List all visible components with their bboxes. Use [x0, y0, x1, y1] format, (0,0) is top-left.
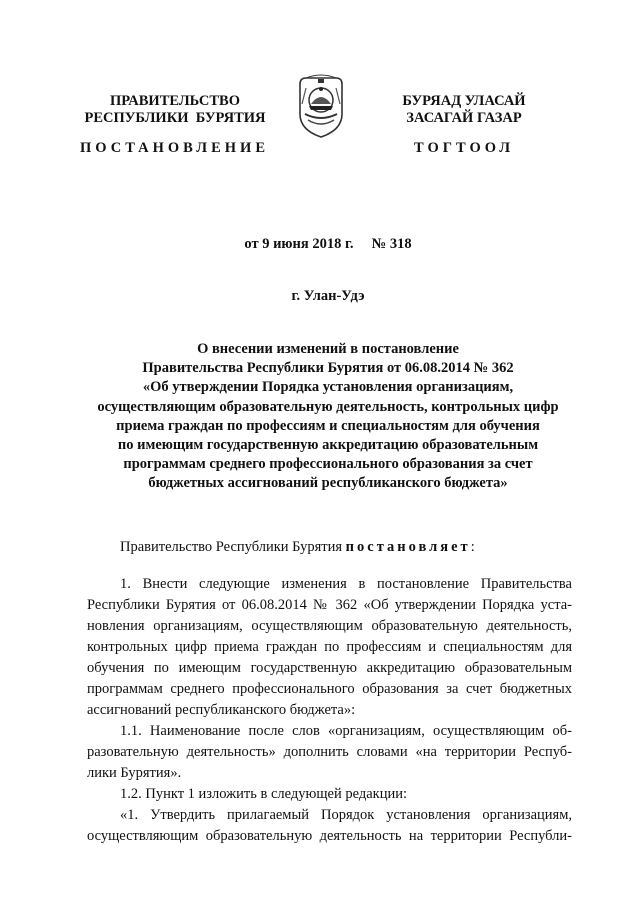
preamble [120, 537, 475, 558]
body-line: «1. Утвердить прилагаемый Порядок установления организациям, [120, 807, 572, 823]
body-line: новления организациям, осуществляющим образовательную деятельность, [87, 618, 572, 634]
body-line: обучения по имеющим государственную аккредитацию образовательным [87, 660, 572, 676]
title-line: осуществляющим образовательную деятельность, контрольных цифр [97, 398, 559, 415]
body-line: Республики Бурятия от 06.08.2014 № 362 «Об утверждении Порядка уста- [87, 597, 572, 613]
city: г. Улан-Удэ [291, 288, 365, 304]
body-line: контрольных цифр приема граждан по профессиям и специальностям для [87, 639, 572, 655]
body-line: 1.1. Наименование после слов «организациям, осуществляющим об- [120, 723, 572, 739]
title-line: О внесении изменений в постановление [197, 341, 459, 357]
doc-type-russian: ПОСТАНОВЛЕНИЕ [80, 140, 270, 156]
document-title [64, 340, 592, 494]
issuer-name-buryat [364, 93, 564, 127]
emblem-icon [296, 74, 346, 140]
decree-word: постановляет [345, 539, 471, 555]
body-line: 1.2. Пункт 1 изложить в следующей редакции: [120, 786, 408, 802]
issuer-name-russian [70, 93, 280, 127]
issuer-line-2: РЕСПУБЛИКИ БУРЯТИЯ [84, 110, 266, 126]
title-line: Правительства Республики Бурятия от 06.08.2014 № 362 [142, 360, 514, 377]
title-line: бюджетных ассигнований республиканского бюджета» [148, 475, 508, 492]
issuer-line-1: ПРАВИТЕЛЬСТВО [110, 93, 240, 109]
body-line: лики Бурятия». [87, 765, 182, 781]
title-line: по имеющим государственную аккредитацию образовательным [117, 437, 539, 454]
preamble-colon: : [470, 539, 475, 555]
title-line: программам среднего профессионального образования за счет [123, 456, 533, 473]
issuer-line-2-buryat: ЗАСАГАЙ ГАЗАР [406, 110, 522, 126]
title-line: «Об утверждении Порядка установления организациям, [142, 379, 514, 396]
body-line: ассигнований республиканского бюджета»: [87, 702, 356, 718]
body-line: 1. Внести следующие изменения в постановление Правительства [120, 576, 572, 592]
issuer-line-1-buryat: БУРЯАД УЛАСАЙ [402, 93, 526, 109]
body-line: разовательную деятельность» дополнить словами «на территории Респуб- [87, 744, 572, 760]
preamble-text: Правительство Республики Бурятия [120, 539, 346, 555]
title-line: приема граждан по профессиям и специальностям для обучения [116, 417, 540, 434]
body-line: программам среднего профессионального образования за счет бюджетных [87, 681, 572, 697]
date-and-number: от 9 июня 2018 г. № 318 [244, 236, 412, 252]
doc-type-buryat: ТОГТООЛ [414, 140, 515, 156]
body-line: осуществляющим образовательную деятельность на территории Республи- [87, 828, 572, 844]
